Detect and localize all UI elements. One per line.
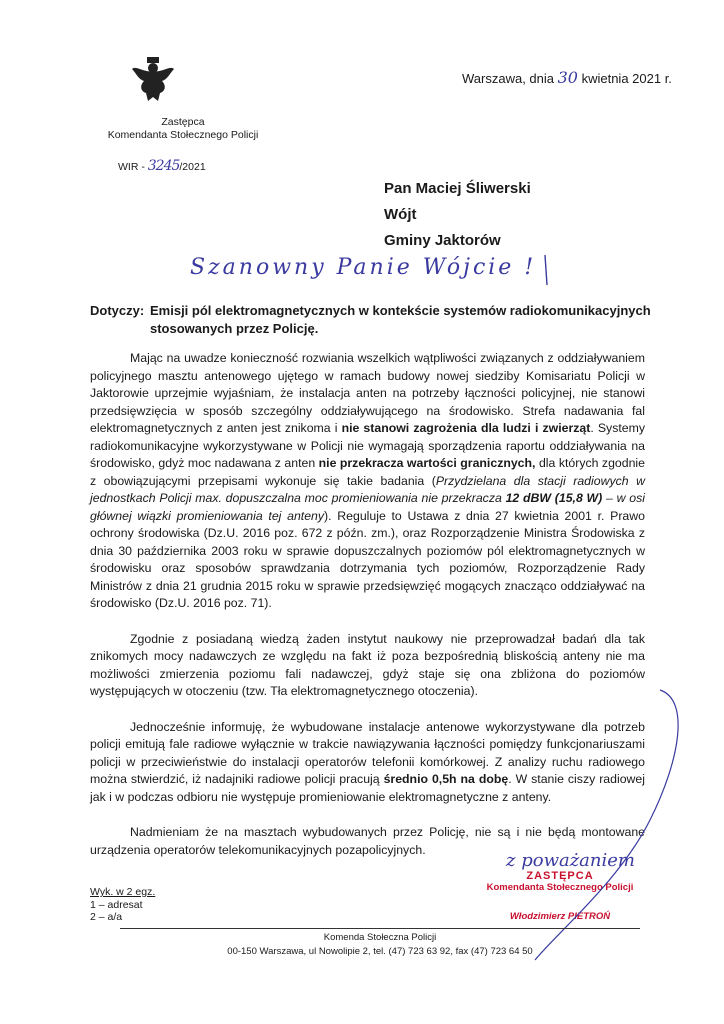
stamp-name: Włodzimierz PIETROŃ bbox=[509, 911, 611, 922]
paragraph-1: Mając na uwadze konieczność rozwiania wszelkich wątpliwości związanych z oddziaływaniem policyjnego masztu antenowego ujętego w ramach budowy nowej siedziby Komisariatu Policji w Jaktorowie uprzejmie wyjaśniam, że instalacja anten na potrzeby łączności policyjnej, nie stanowi przedsięwzięcia w sposób szczególny oddziaływującego na środowisko. Strefa nadawania fal elektromagnetycznych z anten jest znikoma i nie stanowi zagrożenia dla ludzi i zwierząt. Systemy radiokomunikacyjne wykorzystywane w Policji nie wymagają sporządzenia raportu oddziaływania na środowisko, gdyż moc nadawana z anten nie przekracza wartości granicznych, dla których zgodnie z obowiązującymi przepisami wykonuje się takie badania (Przydzielana dla stacji radiowych w jednostkach Policji max. dopuszczalna moc promieniowania nie przekracza 12 dBW (15,8 W) – w osi głównej wiązki promieniowania tej anteny). Reguluje to Ustawa z dnia 27 kwietnia 2001 r. Prawo ochrony środowiska (Dz.U. 2016 poz. 672 z późn. zm.), oraz Rozporządzenie Ministra Środowiska z dnia 30 października 2003 roku w sprawie dopuszczalnych poziomów pól elektromagnetycznych w środowisku oraz sposobów sprawdzania dotrzymania tych poziomów, Rozporządzenie Rady Ministrów z dnia 21 grudnia 2015 roku w sprawie przedsięwzięć mogących znacząco oddziaływać na środowisko (Dz.U. 2016 poz. 71). bbox=[90, 351, 646, 610]
ref-handwritten: 3245 bbox=[147, 158, 180, 174]
date-suffix: kwietnia 2021 r. bbox=[577, 71, 672, 86]
recipient-name: Pan Maciej Śliwerski bbox=[384, 180, 531, 197]
stamp-line2: Komendanta Stołecznego Policji bbox=[486, 882, 634, 893]
letter-footer bbox=[120, 928, 640, 959]
reference-number bbox=[118, 158, 206, 174]
paragraph-2: Zgodnie z posiadaną wiedzą żaden instytut naukowy nie przeprowadzał badań dla tak znikomych mocy nadawczych ze względu na fakt iż poza bezpośrednią bliskością anteny nie ma możliwości zmierzenia poziomu fali nadawczej, gdyż staje się ona zbliżona do poziomów występujących w otoczeniu (tzw. Tła elektromagnetycznego otoczenia). bbox=[90, 631, 645, 698]
recipient-title: Wójt bbox=[384, 206, 417, 223]
copies-note bbox=[90, 886, 155, 924]
issuer-block bbox=[98, 116, 268, 142]
signature-stamp bbox=[470, 870, 650, 922]
polish-eagle-emblem bbox=[130, 55, 176, 105]
date-day-handwritten: 30 bbox=[557, 68, 578, 87]
copies-heading: Wyk. w 2 egz. bbox=[90, 886, 156, 898]
handwritten-salutation: Szanowny Panie Wójcie ! bbox=[190, 255, 537, 280]
subject-label: Dotyczy: bbox=[90, 303, 145, 318]
ref-suffix: /2021 bbox=[179, 161, 206, 173]
subject-line bbox=[90, 302, 660, 338]
letter-body bbox=[90, 350, 645, 877]
stamp-title: ZASTĘPCA bbox=[526, 870, 594, 882]
place-date bbox=[462, 68, 672, 87]
handwritten-signature-text: z poważaniem bbox=[506, 850, 635, 871]
date-prefix: Warszawa, dnia bbox=[462, 71, 558, 86]
ref-prefix: WIR - bbox=[118, 161, 148, 173]
recipient-block bbox=[384, 176, 531, 254]
paragraph-3: Jednocześnie informuję, że wybudowane instalacje antenowe wykorzystywane dla potrzeb policji emitują fale radiowe wyłącznie w trakcie nawiązywania łączności pomiędzy funkcjonariuszami policji w przeciwieństwie do instalacji operatorów telefonii komórkowej. Z analizy ruchu radiowego można stwierdzić, iż nadajniki radiowe policji pracują średnio 0,5h na dobę. W stanie ciszy radiowej jak i w podczas odbioru nie występuje promieniowanie elektromagnetyczne z anteny. bbox=[90, 719, 645, 804]
paragraph-4: Nadmieniam że na masztach wybudowanych przez Policję, nie są i nie będą montowane urządzenia operatorów telekomunikacyjnych pozapolicyjnych. bbox=[90, 825, 645, 857]
copies-line2: 2 – a/a bbox=[90, 911, 123, 923]
recipient-org: Gminy Jaktorów bbox=[384, 232, 501, 249]
copies-line1: 1 – adresat bbox=[90, 898, 143, 911]
footer-line2: 00-150 Warszawa, ul Nowolipie 2, tel. (47) 723 63 92, fax (47) 723 64 50 bbox=[227, 946, 533, 957]
issuer-line1: Zastępca bbox=[161, 116, 205, 128]
issuer-line2: Komendanta Stołecznego Policji bbox=[107, 129, 259, 141]
subject-text: Emisji pól elektromagnetycznych w kontekście systemów radiokomunikacyjnych stosowanych przez Policję. bbox=[150, 303, 651, 336]
footer-line1: Komenda Stołeczna Policji bbox=[323, 932, 437, 943]
